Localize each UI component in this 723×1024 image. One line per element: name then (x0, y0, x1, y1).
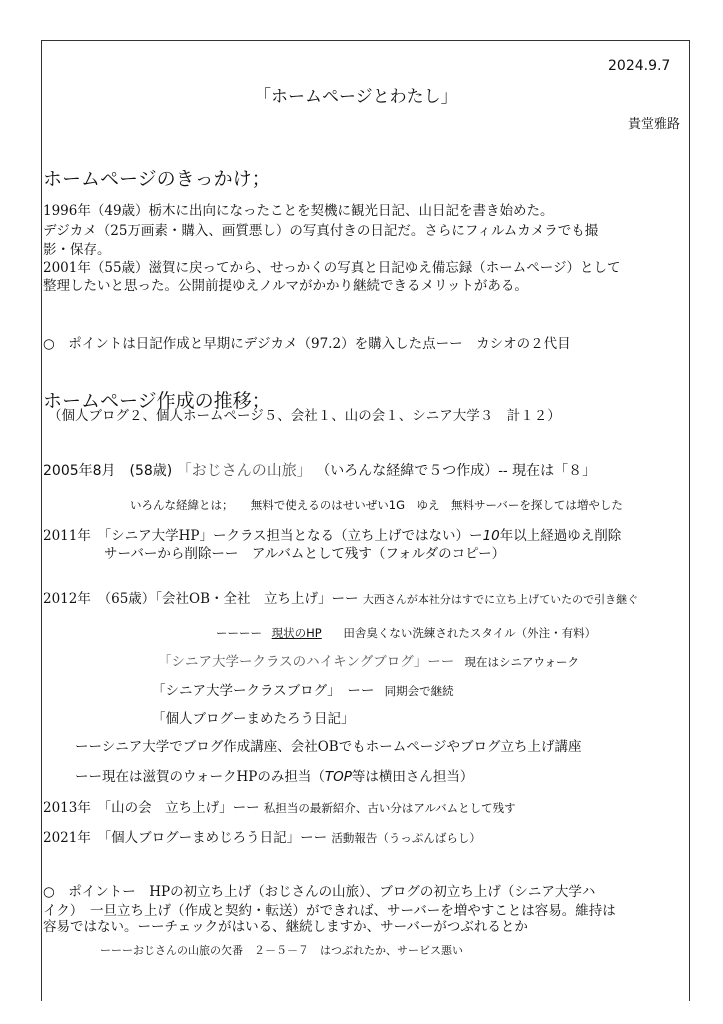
section-heading-history: ホームページ作成の推移； (43, 390, 271, 412)
document-title: 「ホームページとわたし」 (254, 87, 458, 107)
current-hp-link[interactable]: 現状のHP (271, 626, 322, 640)
paragraph-line: デジカメ（25万画素・購入、画質悪し）の写真付きの日記だ。さらにフィルムカメラでも撮 (43, 223, 599, 239)
paragraph-line: 整理したいと思った。公開前提ゆえノルマがかかり継続できるメリットがある。 (43, 278, 528, 294)
point-note: ○ ポイントは日記作成と早期にデジカメ（97.2）を購入した点ーー カシオの２代目 (43, 336, 571, 352)
blog-mametaro: 「個人ブログーまめたろう日記」 (152, 711, 355, 727)
entry-2011: 2011年 「シニア大学HP」ークラス担当となる（立ち上げではない）ー10年以上経過ゆえ削除 (43, 528, 622, 544)
entry-2012-hp: ーーーー 現状のHP 田舎臭くない洗練されたスタイル（外注・有料） (216, 626, 597, 640)
entry-2013: 2013年 「山の会 立ち上げ」ーー 私担当の最新紹介、古い分はアルバムとして残す (43, 800, 516, 816)
paragraph-line: 影・保存。 (43, 242, 111, 258)
point-summary-line: ○ ポイントー HPの初立ち上げ（おじさんの山旅）、ブログの初立ち上げ（シニア大学ハ (43, 884, 596, 900)
entry-2012: 2012年 （65歳）「会社OB・全社 立ち上げ」ーー 大西さんが本社分はすでに立ち上げていたので引き継ぐ (43, 591, 639, 607)
footnote: ーーーおじさんの山旅の欠番 ２－５－７ はつぶれたか、サービス悪い (100, 944, 463, 957)
blog-class: 「シニア大学ークラスブログ」 ーー 同期会で継続 (152, 683, 454, 699)
document-date: 2024.9.7 (608, 58, 671, 74)
point-summary-line: 容易ではない。ーーチェックがはいる、継続しますか、サーバーがつぶれるとか (43, 919, 528, 935)
paragraph-line: 2001年（55歳）滋賀に戻ってから、せっかくの写真と日記ゆえ備忘録（ホームページ）として (43, 260, 621, 276)
entry-2011-line2: サーバーから削除ーー アルバムとして残す（フォルダのコピー） (104, 546, 506, 562)
author-name: 貴堂雅路 (628, 117, 681, 132)
note-current: ーー現在は滋賀のウォークHPのみ担当（TOP等は横田さん担当） (75, 769, 474, 785)
note-lectures: ーーシニア大学でブログ作成講座、会社OBでもホームページやブログ立ち上げ講座 (75, 739, 582, 755)
entry-2021: 2021年 「個人ブログーまめじろう日記」ーー 活動報告（うっぷんばらし） (43, 830, 481, 846)
blog-hiking: 「シニア大学ークラスのハイキングブログ」ーー 現在はシニアウォーク (158, 654, 580, 670)
section-heading-origin: ホームページのきっかけ； (43, 168, 271, 190)
entry-2005-note: いろんな経緯とは； 無料で使えるのはせいぜい1G ゆえ 無料サーバーを探しては増やした (130, 498, 623, 512)
point-summary-line: イク） 一旦立ち上げ（作成と契約・転送）ができれば、サーバーを増やすことは容易。維持は (43, 903, 616, 919)
entry-2005: 2005年8月 (58歳) 「おじさんの山旅」 （いろんな経緯で５つ作成）-- 現在は「８」 (43, 461, 597, 479)
site-count-summary: （個人ブログ２、個人ホームページ５、会社１、山の会１、シニア大学３ 計１２） (48, 408, 561, 424)
paragraph-line: 1996年（49歳）栃木に出向になったことを契機に観光日記、山日記を書き始めた。 (43, 203, 554, 219)
site-name-ojisan: 「おじさんの山旅」 (176, 461, 312, 479)
